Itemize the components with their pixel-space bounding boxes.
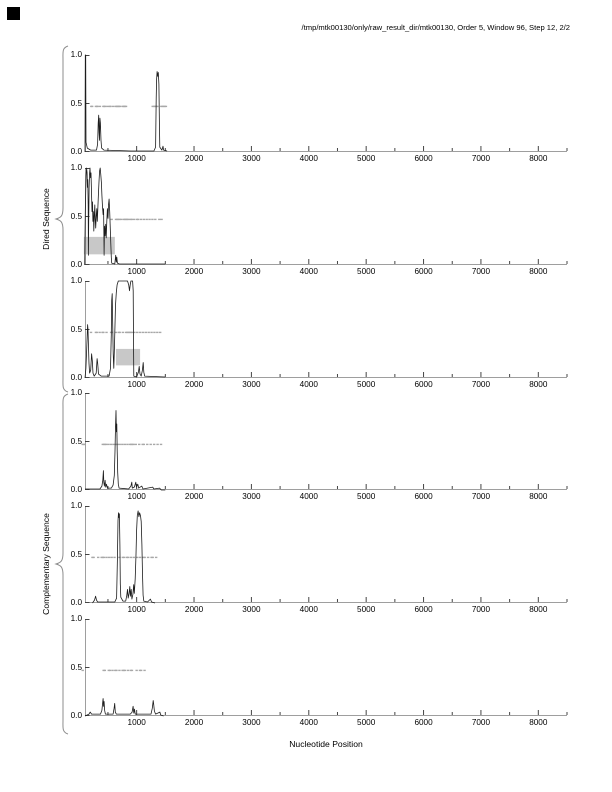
subplot-direct-frame-3 bbox=[70, 276, 567, 394]
x-tick-label: 6000 bbox=[414, 154, 433, 163]
subplot-canvas bbox=[85, 55, 567, 152]
x-tick-label: 1000 bbox=[127, 605, 146, 614]
y-tick-label: 0.5 bbox=[70, 436, 82, 446]
match-marker bbox=[91, 106, 93, 107]
x-tick-label: 6000 bbox=[414, 267, 433, 276]
subplot-complementary-frame-2 bbox=[70, 501, 567, 619]
match-marker bbox=[92, 557, 94, 558]
match-marker bbox=[160, 444, 162, 445]
y-tick-label: 0.5 bbox=[70, 662, 82, 672]
match-marker bbox=[119, 106, 121, 107]
match-marker bbox=[109, 670, 111, 671]
y-tick-label: 0.0 bbox=[70, 147, 82, 156]
match-marker bbox=[160, 219, 162, 220]
match-marker bbox=[122, 332, 124, 333]
match-marker bbox=[159, 332, 161, 333]
match-marker bbox=[135, 670, 137, 671]
x-tick-label: 2000 bbox=[184, 380, 204, 389]
match-marker bbox=[108, 557, 110, 558]
match-marker bbox=[102, 332, 104, 333]
x-tick-label: 8000 bbox=[529, 267, 548, 276]
match-marker bbox=[105, 444, 107, 445]
x-tick-label: 1000 bbox=[127, 380, 146, 389]
match-marker bbox=[130, 557, 132, 558]
match-marker bbox=[96, 332, 98, 333]
match-marker bbox=[138, 444, 140, 445]
match-marker bbox=[113, 557, 115, 558]
match-marker bbox=[103, 557, 105, 558]
subplot-canvas bbox=[85, 506, 567, 603]
x-tick-label: 5000 bbox=[357, 492, 376, 501]
x-tick-label: 2000 bbox=[184, 267, 204, 276]
match-marker bbox=[111, 670, 113, 671]
match-marker bbox=[136, 557, 138, 558]
match-marker bbox=[125, 106, 127, 107]
y-tick-label: 0.5 bbox=[70, 324, 82, 334]
match-marker bbox=[143, 219, 145, 220]
match-marker bbox=[156, 444, 158, 445]
match-marker bbox=[154, 219, 156, 220]
match-marker bbox=[112, 106, 114, 107]
x-tick-label: 5000 bbox=[357, 380, 376, 389]
match-marker bbox=[133, 557, 135, 558]
y-tick-label: 1.0 bbox=[70, 163, 82, 172]
subplot-canvas bbox=[85, 281, 567, 378]
y-tick-label: 1.0 bbox=[70, 50, 82, 59]
match-marker bbox=[140, 670, 142, 671]
subplot-direct-frame-2 bbox=[70, 163, 567, 281]
registration-mark bbox=[7, 7, 20, 20]
x-tick-label: 7000 bbox=[471, 605, 491, 614]
highlight-region bbox=[116, 349, 140, 365]
x-tick-label: 4000 bbox=[299, 267, 318, 276]
y-tick-label: 0.0 bbox=[70, 485, 82, 494]
chart-title: /tmp/mtk00130/only/raw_result_dir/mtk00130, Order 5, Window 96, Step 12, 2/2 bbox=[301, 23, 570, 32]
match-marker bbox=[135, 444, 137, 445]
match-marker bbox=[153, 444, 155, 445]
match-marker bbox=[96, 106, 98, 107]
x-tick-label: 8000 bbox=[529, 718, 548, 727]
match-marker bbox=[126, 444, 128, 445]
match-marker bbox=[155, 557, 157, 558]
match-marker bbox=[146, 444, 148, 445]
match-marker bbox=[147, 557, 149, 558]
match-marker bbox=[104, 106, 106, 107]
match-marker bbox=[156, 332, 158, 333]
x-tick-label: 5000 bbox=[357, 718, 376, 727]
match-marker bbox=[121, 444, 123, 445]
match-marker bbox=[120, 219, 122, 220]
y-tick-label: 1.0 bbox=[70, 388, 82, 397]
match-marker bbox=[110, 557, 112, 558]
y-tick-label: 0.0 bbox=[70, 373, 82, 382]
match-marker bbox=[105, 332, 107, 333]
y-tick-label: 0.0 bbox=[70, 260, 82, 269]
match-marker bbox=[127, 557, 129, 558]
match-marker bbox=[110, 444, 112, 445]
match-marker bbox=[132, 444, 134, 445]
x-tick-label: 7000 bbox=[471, 718, 491, 727]
match-marker bbox=[158, 219, 160, 220]
y-tick-label: 0.5 bbox=[70, 98, 82, 108]
subplot-canvas bbox=[85, 168, 567, 265]
match-marker bbox=[143, 557, 145, 558]
x-tick-label: 7000 bbox=[471, 154, 491, 163]
match-marker bbox=[165, 106, 167, 107]
x-tick-label: 6000 bbox=[414, 718, 433, 727]
match-marker bbox=[150, 332, 152, 333]
match-marker bbox=[131, 670, 133, 671]
match-marker bbox=[124, 444, 126, 445]
match-marker bbox=[104, 670, 106, 671]
x-tick-label: 4000 bbox=[299, 492, 318, 501]
y-tick-label: 0.0 bbox=[70, 598, 82, 607]
match-marker bbox=[124, 670, 126, 671]
match-marker bbox=[90, 332, 92, 333]
match-marker bbox=[119, 444, 121, 445]
x-tick-label: 6000 bbox=[414, 380, 433, 389]
match-marker bbox=[150, 444, 152, 445]
subplot-canvas bbox=[85, 393, 567, 490]
x-tick-label: 5000 bbox=[357, 605, 376, 614]
match-marker bbox=[143, 444, 145, 445]
x-tick-label: 5000 bbox=[357, 154, 376, 163]
match-marker bbox=[109, 106, 111, 107]
x-tick-label: 2000 bbox=[184, 605, 204, 614]
y-tick-label: 1.0 bbox=[70, 614, 82, 623]
score-curve bbox=[85, 55, 167, 152]
match-marker bbox=[110, 219, 112, 220]
match-marker bbox=[127, 219, 129, 220]
score-curve bbox=[85, 411, 165, 491]
match-marker bbox=[115, 670, 117, 671]
x-tick-label: 8000 bbox=[529, 380, 548, 389]
y-tick-label: 1.0 bbox=[70, 501, 82, 510]
match-marker bbox=[107, 444, 109, 445]
x-tick-label: 4000 bbox=[299, 154, 318, 163]
x-tick-label: 2000 bbox=[184, 718, 204, 727]
y-tick-label: 0.5 bbox=[70, 211, 82, 221]
match-marker bbox=[137, 219, 139, 220]
match-marker bbox=[106, 106, 108, 107]
x-tick-label: 6000 bbox=[414, 492, 433, 501]
x-tick-label: 3000 bbox=[242, 718, 261, 727]
match-marker bbox=[98, 332, 100, 333]
score-curve bbox=[85, 699, 164, 717]
x-tick-label: 2000 bbox=[184, 492, 204, 501]
x-tick-label: 7000 bbox=[471, 267, 491, 276]
x-tick-label: 3000 bbox=[242, 492, 261, 501]
match-marker bbox=[145, 219, 147, 220]
match-marker bbox=[152, 557, 154, 558]
subplot-direct-frame-1 bbox=[70, 50, 567, 168]
x-tick-label: 4000 bbox=[299, 380, 318, 389]
x-tick-label: 4000 bbox=[299, 718, 318, 727]
match-marker bbox=[123, 557, 125, 558]
x-tick-label: 3000 bbox=[242, 605, 261, 614]
y-tick-label: 0.0 bbox=[70, 711, 82, 720]
x-tick-label: 3000 bbox=[242, 154, 261, 163]
match-marker bbox=[99, 106, 101, 107]
match-marker bbox=[145, 332, 147, 333]
x-axis-title: Nucleotide Position bbox=[289, 739, 363, 749]
x-tick-label: 8000 bbox=[529, 154, 548, 163]
match-marker bbox=[112, 444, 114, 445]
match-marker bbox=[139, 332, 141, 333]
match-marker bbox=[136, 332, 138, 333]
match-marker bbox=[151, 219, 153, 220]
match-marker bbox=[153, 332, 155, 333]
x-tick-label: 3000 bbox=[242, 380, 261, 389]
subplot-canvas bbox=[85, 619, 567, 716]
x-tick-label: 4000 bbox=[299, 605, 318, 614]
match-marker bbox=[148, 219, 150, 220]
match-marker bbox=[105, 557, 107, 558]
x-tick-label: 2000 bbox=[184, 154, 204, 163]
match-marker bbox=[97, 557, 99, 558]
match-marker bbox=[119, 332, 121, 333]
match-marker bbox=[140, 219, 142, 220]
y-tick-label: 0.5 bbox=[70, 549, 82, 559]
x-tick-label: 8000 bbox=[529, 605, 548, 614]
match-marker bbox=[131, 219, 133, 220]
subplot-complementary-frame-3 bbox=[70, 614, 567, 732]
x-tick-label: 1000 bbox=[127, 492, 146, 501]
x-tick-label: 7000 bbox=[471, 492, 491, 501]
match-marker bbox=[127, 670, 129, 671]
x-tick-label: 1000 bbox=[127, 267, 146, 276]
group-label-complementary: Complementary Sequence bbox=[41, 513, 51, 615]
match-marker bbox=[147, 332, 149, 333]
x-tick-label: 1000 bbox=[127, 718, 146, 727]
y-tick-label: 1.0 bbox=[70, 276, 82, 285]
match-marker bbox=[118, 670, 120, 671]
x-tick-label: 5000 bbox=[357, 267, 376, 276]
x-tick-label: 7000 bbox=[471, 380, 491, 389]
match-marker bbox=[133, 219, 135, 220]
group-label-direct: Dired Sequence bbox=[41, 188, 51, 250]
x-tick-label: 1000 bbox=[127, 154, 146, 163]
subplot-complementary-frame-1 bbox=[70, 388, 567, 506]
x-tick-label: 8000 bbox=[529, 492, 548, 501]
x-tick-label: 3000 bbox=[242, 267, 261, 276]
match-marker bbox=[143, 670, 145, 671]
x-tick-label: 6000 bbox=[414, 605, 433, 614]
match-marker bbox=[131, 332, 133, 333]
match-marker bbox=[139, 557, 141, 558]
match-marker bbox=[142, 332, 144, 333]
